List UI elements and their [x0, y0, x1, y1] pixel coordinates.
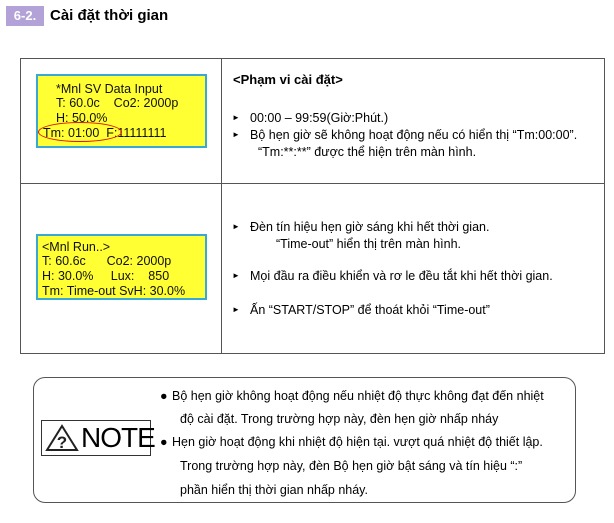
lcd-line: T: 60.0c Co2: 2000p	[56, 96, 179, 110]
note-bullet-text: Hẹn giờ hoạt động khi nhiệt độ hiện tại. vượt quá nhiệt độ thiết lập.	[172, 435, 543, 449]
lcd-line: H: 30.0% Lux: 850	[42, 269, 170, 283]
note-logo	[41, 420, 155, 456]
table-column-divider	[221, 58, 222, 354]
bullet-text-cont: “Time-out” hiển thị trên màn hình.	[276, 237, 462, 251]
lcd-line: <Mnl Run..>	[42, 240, 111, 254]
lcd-line: T: 60.6c Co2: 2000p	[42, 254, 172, 268]
table-row-divider	[20, 183, 605, 184]
bullet-arrow-icon: ►	[232, 305, 240, 314]
bullet-arrow-icon: ►	[232, 130, 240, 139]
bullet-arrow-icon: ►	[232, 222, 240, 231]
note-bullet-cont: phần hiển thị thời gian nhấp nháy.	[180, 483, 368, 497]
bullet-text-cont: “Tm:**:**” được thể hiện trên màn hình.	[258, 145, 477, 159]
bullet-text: Đèn tín hiệu hẹn giờ sáng khi hết thời gian.	[250, 220, 490, 234]
timer-highlight-oval	[38, 122, 122, 142]
bullet-arrow-icon: ►	[232, 271, 240, 280]
bullet-text: Mọi đầu ra điều khiển và rơ le đều tắt khi hết thời gian.	[250, 269, 553, 283]
note-bullet-dot: ●	[160, 389, 168, 403]
bullet-arrow-icon: ►	[232, 113, 240, 122]
lcd-line: Tm: 01:00 F:11111111	[43, 126, 167, 140]
warning-triangle-icon	[45, 424, 79, 452]
note-bullet-cont: Trong trường hợp này, đèn Bộ hẹn giờ bật sáng và tín hiệu “:”	[180, 459, 523, 473]
note-bullet-text: Bộ hẹn giờ không hoạt động nếu nhiệt độ thực không đạt đến nhiệt	[172, 389, 544, 403]
section-number-badge: 6-2.	[6, 6, 44, 26]
note-bullet-cont: độ cài đặt. Trong trường hợp này, đèn hẹn giờ nhấp nháy	[180, 412, 499, 426]
bullet-text: Ấn “START/STOP” để thoát khỏi “Time-out”	[250, 303, 490, 317]
note-label: NOTE	[81, 422, 155, 453]
lcd-line: *Mnl SV Data Input	[56, 82, 163, 96]
bullet-text: 00:00 – 99:59(Giờ:Phút.)	[250, 111, 389, 125]
lcd-line: Tm: Time-out SvH: 30.0%	[42, 284, 186, 298]
section-title: Cài đặt thời gian	[50, 7, 169, 24]
range-title: <Phạm vi cài đặt>	[233, 72, 343, 87]
bullet-text: Bộ hẹn giờ sẽ không hoạt động nếu có hiển thị “Tm:00:00”.	[250, 128, 578, 142]
svg-text:?: ?	[56, 433, 68, 452]
note-bullet-dot: ●	[160, 435, 168, 449]
lcd-line: H: 50.0%	[56, 111, 108, 125]
lcd-display-run	[36, 234, 207, 300]
